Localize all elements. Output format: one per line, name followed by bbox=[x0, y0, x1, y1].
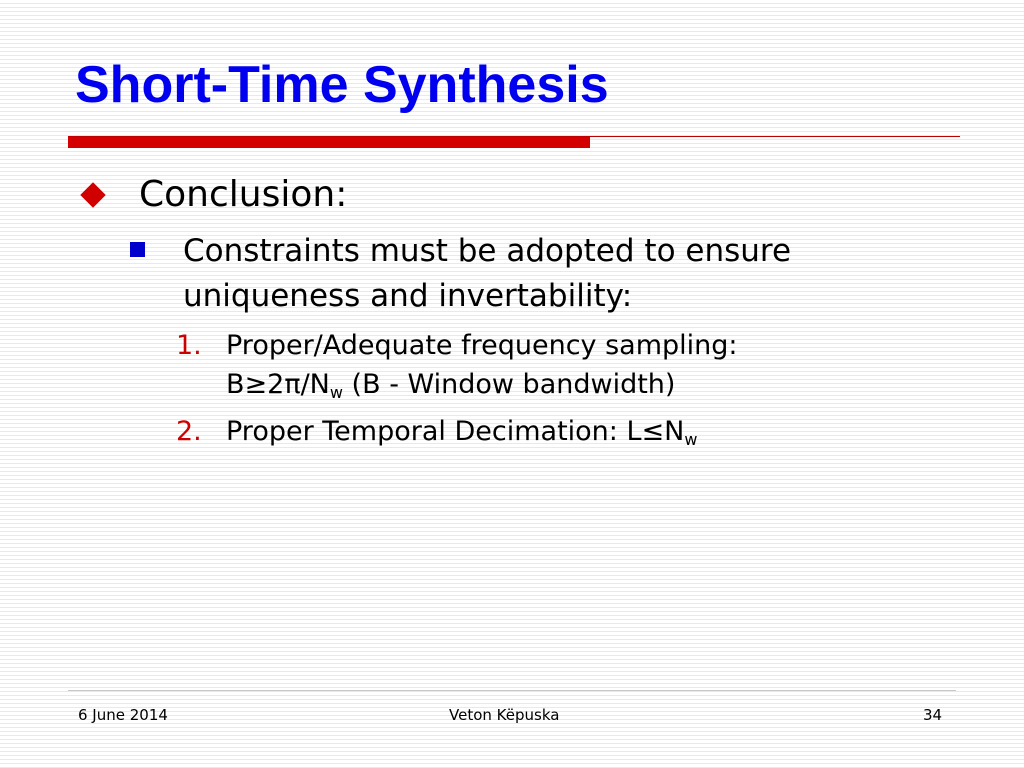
item-1-line2-prefix: B≥2π/N bbox=[226, 369, 330, 400]
slide-title: Short-Time Synthesis bbox=[75, 56, 609, 114]
page-number: 34 bbox=[923, 706, 943, 724]
bullet-conclusion bbox=[78, 172, 347, 218]
footer-author: Veton Këpuska bbox=[449, 706, 560, 724]
numbered-item-1-text bbox=[226, 326, 926, 404]
sub-bullet-constraints bbox=[130, 229, 943, 319]
item-1-line1: Proper/Adequate frequency sampling: bbox=[226, 330, 738, 361]
item-2-prefix: Proper Temporal Decimation: L≤N bbox=[226, 416, 685, 447]
numbered-item-1 bbox=[176, 326, 926, 404]
item-2-subscript: w bbox=[684, 430, 698, 449]
numbered-item-2 bbox=[176, 412, 926, 451]
item-1-subscript: w bbox=[329, 383, 343, 402]
numbered-item-2-text bbox=[226, 412, 926, 451]
footer-divider bbox=[68, 690, 956, 691]
list-number: 2. bbox=[176, 416, 202, 447]
diamond-icon bbox=[78, 172, 118, 218]
title-underline-thick bbox=[68, 137, 590, 148]
item-1-line2-suffix: (B - Window bandwidth) bbox=[342, 369, 676, 400]
sub-bullet-constraints-text: Constraints must be adopted to ensure uniqueness and invertability: bbox=[183, 233, 792, 314]
bullet-conclusion-text: Conclusion: bbox=[139, 174, 348, 215]
square-icon bbox=[130, 229, 150, 273]
list-number: 1. bbox=[176, 330, 202, 361]
footer-date: 6 June 2014 bbox=[78, 706, 168, 724]
